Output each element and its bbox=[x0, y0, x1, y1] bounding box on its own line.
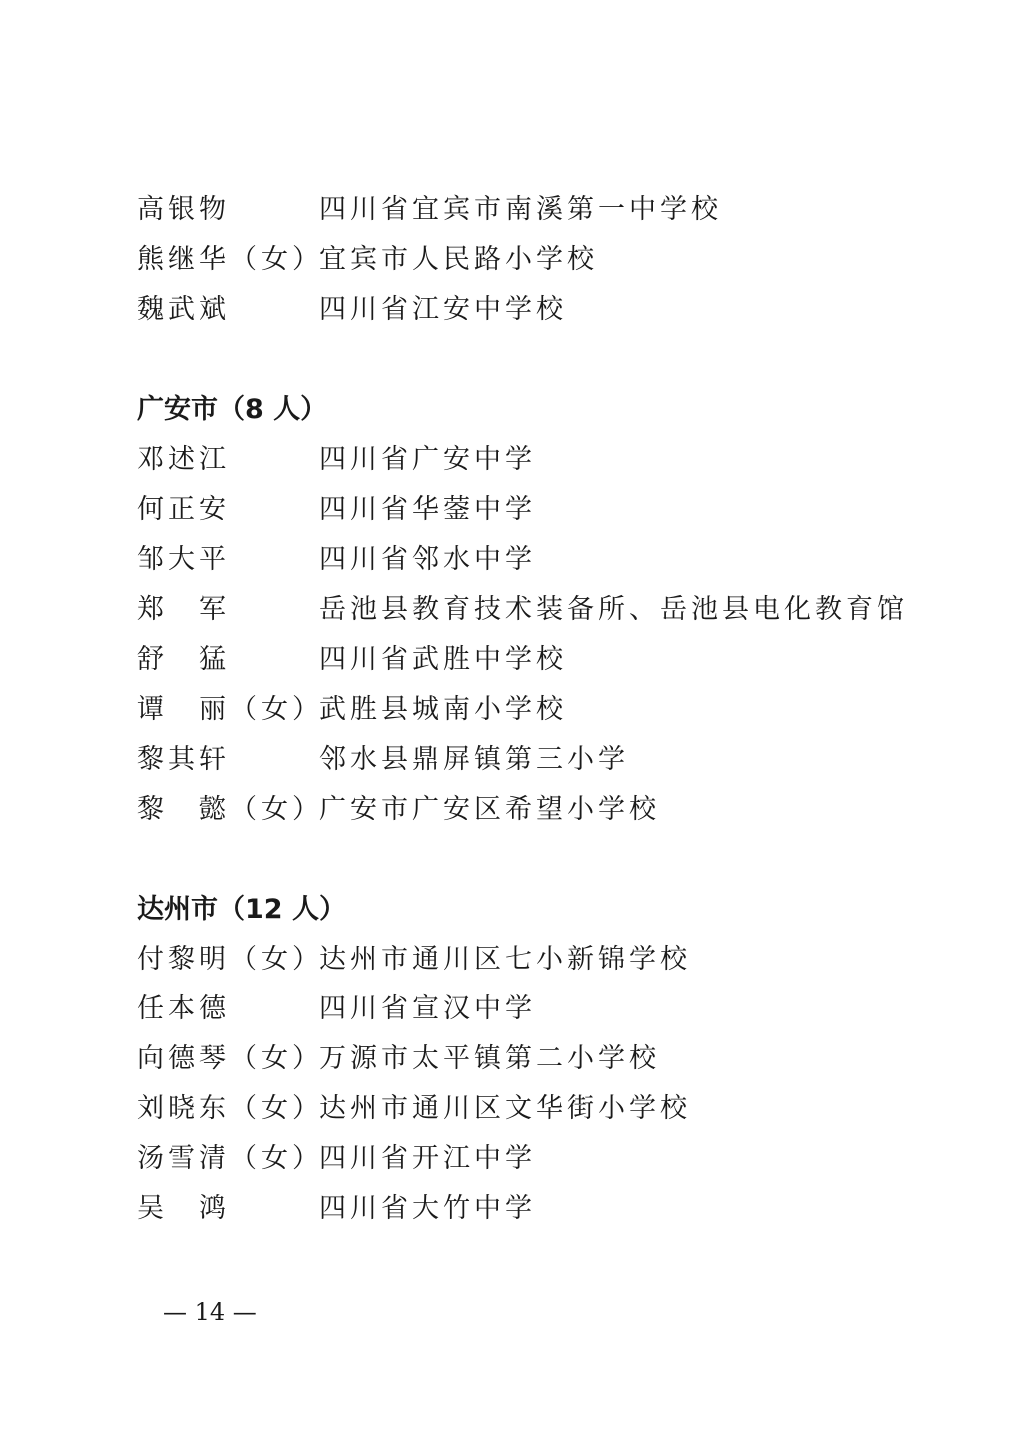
school-name: 四川省开江中学 bbox=[319, 1143, 536, 1174]
list-item bbox=[137, 989, 897, 1029]
list-item bbox=[137, 440, 897, 480]
school-name: 四川省华蓥中学 bbox=[319, 494, 536, 525]
school-name: 四川省宣汉中学 bbox=[319, 993, 536, 1024]
page-number: — 14 — bbox=[163, 1298, 257, 1326]
person-name: 刘晓东（女） bbox=[137, 1093, 323, 1124]
person-name: 向德琴（女） bbox=[137, 1043, 323, 1074]
list-item bbox=[137, 190, 897, 230]
person-name: 郑 军 bbox=[137, 594, 230, 625]
list-item bbox=[137, 1139, 897, 1179]
school-name: 宜宾市人民路小学校 bbox=[319, 244, 598, 275]
school-name: 邻水县鼎屏镇第三小学 bbox=[319, 744, 629, 775]
school-name: 达州市通川区七小新锦学校 bbox=[319, 944, 691, 975]
person-name: 付黎明（女） bbox=[137, 944, 323, 975]
person-name: 魏武斌 bbox=[137, 294, 230, 325]
list-item bbox=[137, 740, 897, 780]
school-name: 武胜县城南小学校 bbox=[319, 694, 567, 725]
list-item bbox=[137, 690, 897, 730]
list-item bbox=[137, 490, 897, 530]
school-name: 四川省宜宾市南溪第一中学校 bbox=[319, 194, 722, 225]
school-name: 四川省广安中学 bbox=[319, 444, 536, 475]
person-name: 黎其轩 bbox=[137, 744, 230, 775]
list-item bbox=[137, 1189, 897, 1229]
list-item bbox=[137, 590, 908, 630]
list-item bbox=[137, 940, 897, 980]
school-name: 广安市广安区希望小学校 bbox=[319, 794, 660, 825]
person-name: 任本德 bbox=[137, 993, 230, 1024]
list-item bbox=[137, 290, 897, 330]
list-item bbox=[137, 540, 897, 580]
person-name: 舒 猛 bbox=[137, 644, 230, 675]
school-name: 万源市太平镇第二小学校 bbox=[319, 1043, 660, 1074]
list-item bbox=[137, 1039, 897, 1079]
person-name: 黎 懿（女） bbox=[137, 794, 323, 825]
school-name: 达州市通川区文华街小学校 bbox=[319, 1093, 691, 1124]
school-name: 四川省武胜中学校 bbox=[319, 644, 567, 675]
section-title-guangan: 广安市（8 人） bbox=[137, 394, 328, 425]
section-title-dazhou: 达州市（12 人） bbox=[137, 894, 346, 925]
person-name: 汤雪清（女） bbox=[137, 1143, 323, 1174]
school-name: 四川省大竹中学 bbox=[319, 1193, 536, 1224]
list-item bbox=[137, 240, 897, 280]
list-item bbox=[137, 790, 897, 830]
person-name: 高银物 bbox=[137, 194, 230, 225]
person-name: 邓述江 bbox=[137, 444, 230, 475]
list-item bbox=[137, 1089, 897, 1129]
person-name: 何正安 bbox=[137, 494, 230, 525]
person-name: 熊继华（女） bbox=[137, 244, 323, 275]
person-name: 吴 鸿 bbox=[137, 1193, 230, 1224]
person-name: 谭 丽（女） bbox=[137, 694, 323, 725]
school-name: 四川省邻水中学 bbox=[319, 544, 536, 575]
person-name: 邹大平 bbox=[137, 544, 230, 575]
list-item bbox=[137, 640, 897, 680]
school-name: 四川省江安中学校 bbox=[319, 294, 567, 325]
school-name: 岳池县教育技术装备所、岳池县电化教育馆 bbox=[319, 594, 908, 625]
